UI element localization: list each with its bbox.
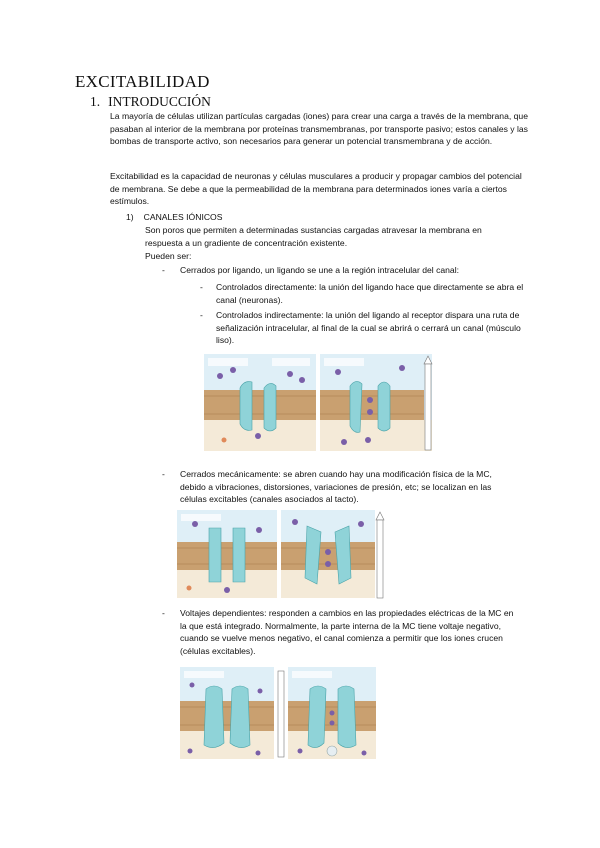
pueden-ser-label: Pueden ser: bbox=[145, 251, 192, 261]
intro-paragraph-1: La mayoría de células utilizan partículas cargadas (iones) para crear una carga a través de la membrana, que pasaban al interior de la membrana por proteínas transmembranas, por transporte pasivo; estos canales y las bombas de transporte activo, son necesarios para generar un potencial transmembrana y de acción. bbox=[110, 111, 528, 147]
channels-intro: Son poros que permiten a determinadas sustancias cargadas atravesar la membrana en respuesta a un gradiente de concentración existente. bbox=[145, 225, 482, 248]
mechanical-channel-illustration bbox=[175, 508, 385, 600]
bullet-voltage-text: Voltajes dependientes: responden a cambios en las propiedades eléctricas de la MC en la que está integrado. Normalmente, la parte interna de la MC tiene voltaje negativo, cuando se vuelve menos negativo, el canal comienza a permitir que los iones crucen (células excitables). bbox=[180, 608, 514, 656]
figure-ligand-gated-channel bbox=[200, 350, 435, 460]
bullet-dash: - bbox=[200, 282, 203, 292]
voltage-channel-illustration bbox=[178, 665, 378, 761]
bullet-dash: - bbox=[162, 265, 165, 275]
page-title: EXCITABILIDAD bbox=[75, 72, 210, 91]
subsection-title: CANALES IÓNICOS bbox=[143, 212, 223, 222]
section-heading bbox=[90, 94, 211, 110]
ligand-channel-illustration bbox=[200, 350, 435, 455]
bullet-ligand-text: Cerrados por ligando, un ligando se une a la región intracelular del canal: bbox=[180, 265, 459, 275]
bullet-ligand-indirect-text: Controlados indirectamente: la unión del ligando al receptor dispara una ruta de señalización intracelular, al final de la cual se abrirá o cerrará un canal (músculo liso). bbox=[216, 310, 521, 346]
bullet-dash: - bbox=[162, 608, 165, 618]
subsection-heading bbox=[126, 212, 222, 222]
bullet-dash: - bbox=[162, 469, 165, 479]
bullet-ligand-direct-text: Controlados directamente: la unión del ligando hace que directamente se abra el canal (neuronas). bbox=[216, 282, 524, 305]
bullet-mechanical-text: Cerrados mecánicamente: se abren cuando hay una modificación física de la MC, debido a vibraciones, distorsiones, variaciones de presión, etc; se localizan en las células excitables (canales asociados al tacto). bbox=[180, 469, 492, 505]
bullet-dash: - bbox=[200, 310, 203, 320]
figure-voltage-channel bbox=[178, 665, 378, 766]
figure-mechanical-channel bbox=[175, 508, 385, 605]
intro-paragraph-2: Excitabilidad es la capacidad de neuronas y células musculares a producir y propagar cambios del potencial de membrana. Se debe a que la permeabilidad de la membrana para determinados iones varía a ciertos estímulos. bbox=[110, 171, 522, 207]
section-number: 1. bbox=[90, 94, 101, 109]
subsection-number: 1) bbox=[126, 212, 134, 222]
section-title: INTRODUCCIÓN bbox=[108, 94, 211, 109]
